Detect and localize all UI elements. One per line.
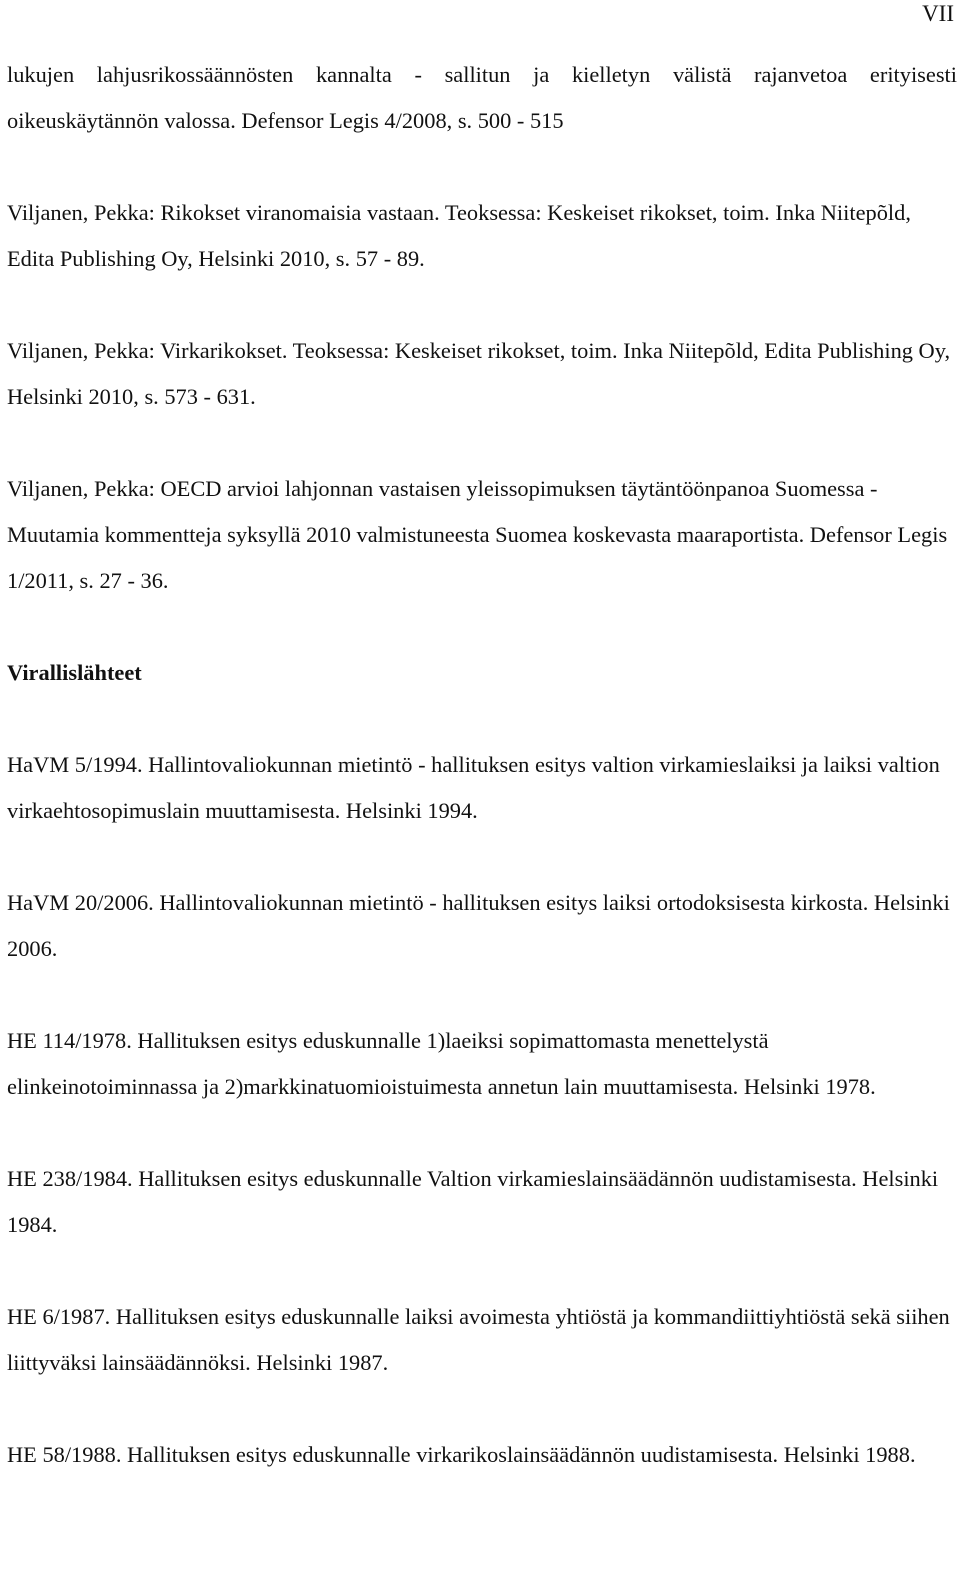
reference-entry: Viljanen, Pekka: Virkarikokset. Teoksessa: Keskeiset rikokset, toim. Inka Niitepõld, Edita Publishing Oy, Helsinki 2010, s. 573 - 631. bbox=[7, 338, 951, 409]
official-source-entry: HE 114/1978. Hallituksen esitys eduskunnalle 1)laeiksi sopimattomasta menettelystä elinkeinotoiminnassa ja 2)markkinatuomioistuimesta annetun lain muuttamisesta. Helsinki 1978. bbox=[7, 1028, 876, 1099]
official-source-entry: HaVM 20/2006. Hallintovaliokunnan mietintö - hallituksen esitys laiksi ortodoksisesta kirkosta. Helsinki 2006. bbox=[7, 890, 950, 961]
reference-entry: Viljanen, Pekka: Rikokset viranomaisia vastaan. Teoksessa: Keskeiset rikokset, toim. Inka Niitepõld, Edita Publishing Oy, Helsinki 2010, s. 57 - 89. bbox=[7, 200, 911, 271]
section-heading-official-sources: Virallislähteet bbox=[7, 660, 142, 685]
official-source-entry: HaVM 5/1994. Hallintovaliokunnan mietintö - hallituksen esitys valtion virkamieslaiksi ja laiksi valtion virkaehtosopimuslain muuttamisesta. Helsinki 1994. bbox=[7, 752, 940, 823]
official-source-entry: HE 238/1984. Hallituksen esitys eduskunnalle Valtion virkamieslainsäädännön uudistamisesta. Helsinki 1984. bbox=[7, 1166, 939, 1237]
official-source-entry: HE 58/1988. Hallituksen esitys eduskunnalle virkarikoslainsäädännön uudistamisesta. Helsinki 1988. bbox=[7, 1442, 916, 1467]
reference-entry: lukujen lahjusrikossäännösten kannalta - sallitun ja kielletyn välistä rajanvetoa erityisesti oikeuskäytännön valossa. Defensor Legis 4/2008, s. 500 - 515 bbox=[7, 62, 957, 133]
document-body bbox=[7, 52, 957, 1478]
official-source-entry: HE 6/1987. Hallituksen esitys eduskunnalle laiksi avoimesta yhtiöstä ja kommandiittiyhtiöstä sekä siihen liittyväksi lainsäädännöksi. Helsinki 1987. bbox=[7, 1304, 950, 1375]
page-number: VII bbox=[922, 1, 954, 26]
reference-entry: Viljanen, Pekka: OECD arvioi lahjonnan vastaisen yleissopimuksen täytäntöönpanoa Suomessa - Muutamia kommentteja syksyllä 2010 valmistuneesta Suomea koskevasta maaraportista. Defensor Legis 1/2011, s. 27 - 36. bbox=[7, 476, 948, 593]
